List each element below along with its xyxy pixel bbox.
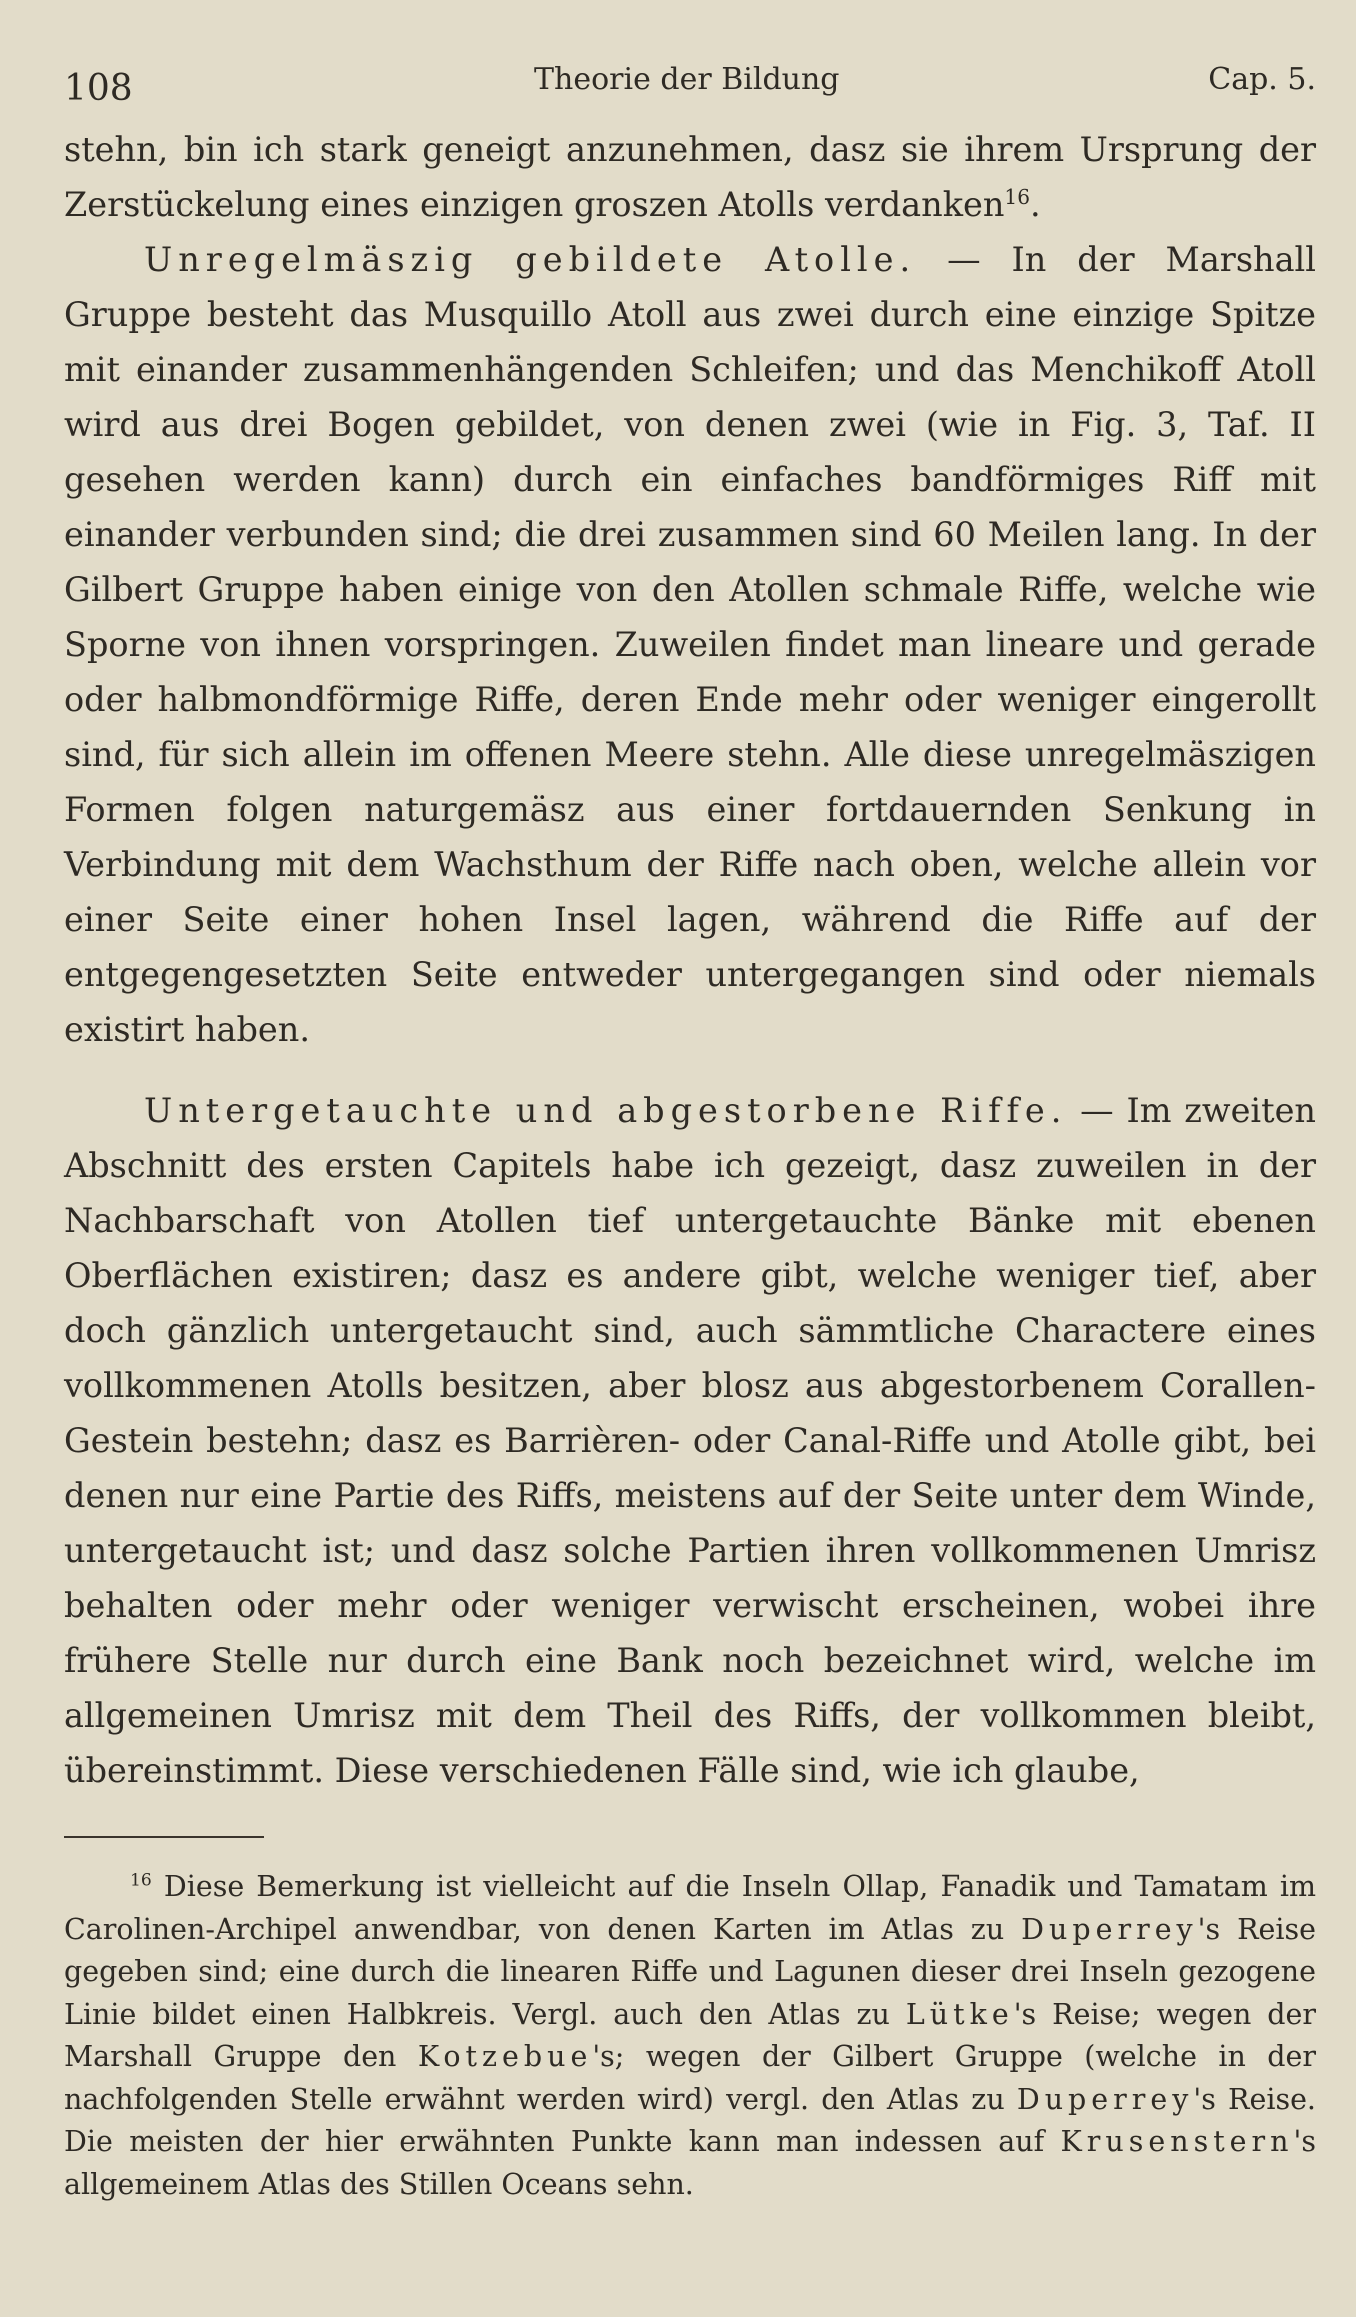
paragraph-1 bbox=[64, 122, 1316, 232]
text-run: — Im zweiten Abschnitt des ersten Capitels habe ich gezeigt, dasz zuweilen in der Nachbarschaft von Atollen tief untergetauchte Bänke mit ebenen Oberflächen existiren; dasz es andere gibt, welche weniger tief, aber doch gänzlich untergetaucht sind, auch sämmtliche Charactere eines vollkommenen Atolls besitzen, aber blosz aus abgestorbenem Corallen-Gestein bestehn; dasz es Barrièren- oder Canal-Riffe und Atolle gibt, bei denen nur eine Partie des Riffs, meistens auf der Seite unter dem Winde, untergetaucht ist; und dasz solche Partien ihren vollkommenen Umrisz behalten oder mehr oder weniger verwischt erscheinen, wobei ihre frühere Stelle nur durch eine Bank noch bezeichnet wird, welche im allgemeinen Umrisz mit dem Theil des Riffs, der vollkommen bleibt, übereinstimmt. Diese verschiedenen Fälle sind, wie ich glaube, bbox=[64, 1091, 1316, 1790]
author-name: Krusenstern bbox=[1060, 2125, 1294, 2158]
author-name: Kotzebue bbox=[417, 2040, 593, 2073]
text-run: 's; wegen der Gilbert Gruppe (welche in der nachfolgenden Stelle erwähnt werden wird) vergl. den Atlas zu bbox=[64, 2040, 1316, 2116]
text-run: 's Reise gegeben sind; eine durch die linearen Riffe und Lagunen dieser drei Inseln gezogene Linie bildet einen Halbkreis. Vergl. auch den Atlas zu bbox=[64, 1912, 1316, 2031]
footnote-ref-16[interactable]: 16 bbox=[1004, 184, 1030, 209]
text-run: Diese Bemerkung ist vielleicht auf die Inseln Ollap, Fanadik und Tamatam im Carolinen-Archipel anwendbar, von denen Karten im Atlas zu bbox=[64, 1870, 1316, 1946]
text-run: 's Reise. Die meisten der hier erwähnten Punkte kann man indessen auf bbox=[64, 2082, 1316, 2158]
author-name: Duperrey bbox=[1021, 1912, 1198, 1946]
body-text bbox=[64, 122, 1316, 1798]
page-header bbox=[64, 62, 1316, 122]
author-name: Duperrey bbox=[1016, 2082, 1194, 2116]
section-heading-irregular-atolls: Unregelmäszig gebildete Atolle. bbox=[144, 240, 917, 279]
footnote-marker: 16 bbox=[130, 1870, 152, 1891]
paragraph-2 bbox=[64, 232, 1316, 1057]
page-number: 108 bbox=[64, 68, 133, 109]
text-run: 's Reise; wegen der Marshall Gruppe den bbox=[64, 1997, 1316, 2073]
section-heading-submerged-reefs: Untergetauchte und abgestorbene Riffe. bbox=[144, 1091, 1068, 1130]
text-run: stehn, bin ich stark geneigt anzunehmen, dasz sie ihrem Ursprung der Zerstückelung eines einzigen groszen Atolls verdanken bbox=[64, 130, 1316, 224]
footnote-16 bbox=[64, 1866, 1316, 2206]
text-run: 's allgemeinem Atlas des Stillen Oceans sehn. bbox=[64, 2125, 1316, 2201]
footnote-text bbox=[64, 1866, 1316, 2206]
text-run: . bbox=[1030, 185, 1041, 224]
author-name: Lütke bbox=[905, 1997, 1014, 2031]
chapter-label: Cap. 5. bbox=[1208, 62, 1316, 97]
running-title: Theorie der Bildung bbox=[534, 62, 840, 97]
paragraph-3 bbox=[64, 1083, 1316, 1798]
footnote-divider bbox=[64, 1836, 264, 1838]
text-run: — In der Marshall Gruppe besteht das Musquillo Atoll aus zwei durch eine einzige Spitze mit einander zusammenhängenden Schleifen; und das Menchikoff Atoll wird aus drei Bogen gebildet, von denen zwei (wie in Fig. 3, Taf. II gesehen werden kann) durch ein einfaches bandförmiges Riff mit einander verbunden sind; die drei zusammen sind 60 Meilen lang. In der Gilbert Gruppe haben einige von den Atollen schmale Riffe, welche wie Sporne von ihnen vorspringen. Zuweilen findet man lineare und gerade oder halbmondförmige Riffe, deren Ende mehr oder weniger eingerollt sind, für sich allein im offenen Meere stehn. Alle diese unregelmäszigen Formen folgen naturgemäsz aus einer fortdauernden Senkung in Verbindung mit dem Wachsthum der Riffe nach oben, welche allein vor einer Seite einer hohen Insel lagen, während die Riffe auf der entgegengesetzten Seite entweder untergegangen sind oder niemals existirt haben. bbox=[64, 240, 1316, 1049]
